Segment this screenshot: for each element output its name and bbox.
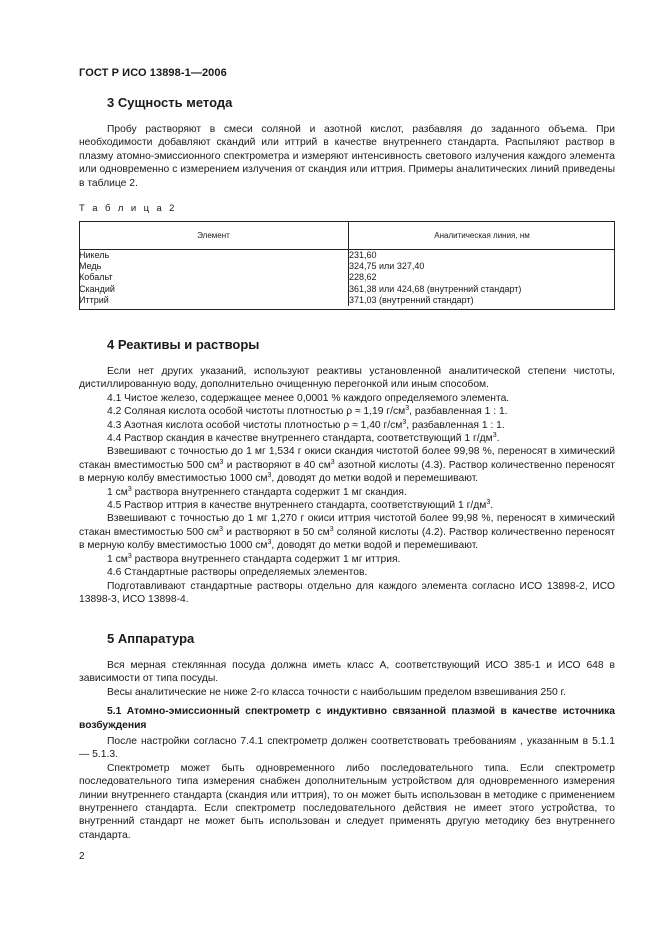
paragraph: 4.1 Чистое железо, содержащее менее 0,0001 % каждого определяемого элемента. [107,392,510,404]
document-header: ГОСТ Р ИСО 13898-1—2006 [79,67,227,79]
paragraph: 4.2 Соляная кислота особой чистоты плотностью ρ ≈ 1,19 $г/см^3$, разбавленная 1 : 1. [107,405,508,418]
table-cell: Кобальт [79,272,113,283]
table-cell: Иттрий [79,294,109,305]
subsection-5-1-title: 5.1 Атомно-эмиссионный спектрометр с индуктивно связанной плазмой в качестве источника возбуждения [79,706,615,731]
paragraph: 4.4 Раствор скандия в качестве внутреннего стандарта, соответствующий 1 $г/дм^3$. [107,432,500,445]
section-3-body [79,123,615,190]
table-cell: 361,38 или 424,68 (внутренний стандарт) [349,283,522,294]
paragraph: 4.6 Стандартные растворы определяемых элементов. [107,567,368,579]
paragraph: Взвешивают с точностью до 1 мг 1,270 г окиси иттрия чистотой более 99,98 %, переносят в химический стакан вместимостью 500 $см^3$ и растворяют в 50 $см^3$ соляной кислоты (4.2). Раствор количественно переносят в мерную колбу вместимостью 1000 $см^3$, доводят до метки водой и перемешивают. [79,513,615,552]
paragraph: Взвешивают с точностью до 1 мг 1,534 г окиси скандия чистотой более 99,98 %, переносят в химический стакан вместимостью 500 $см^3$ и растворяют в 40 $см^3$ азотной кислоты (4.3). Раствор количественно переносят в мерную колбу вместимостью 1000 $см^3$, доводят до метки водой и перемешивают. [79,446,615,485]
table-cell: 371,03 (внутренний стандарт) [349,294,474,305]
table-cell: 231,60 [349,250,377,260]
paragraph: Весы аналитические не ниже 2-го класса точности с наибольшим пределом взвешивания 250 г. [107,686,566,698]
paragraph: Если нет других указаний, используют реактивы установленной аналитической степени чистоты, дистиллированную воду, дополнительно очищенную перегонкой или иным способом. [79,366,615,391]
paragraph: Вся мерная стеклянная посуда должна иметь класс А, соответствующий ИСО 385-1 и ИСО 648 в зависимости от типа посуды. [79,660,615,685]
table-cell: Медь [79,261,102,272]
section-5-body [79,659,615,842]
table-column-lines [349,250,616,307]
paragraph: Подготавливают стандартные растворы отдельно для каждого элемента согласно ИСО 13898-2, ИСО 13898-3, ИСО 13898-4. [79,580,615,605]
table-cell: Скандий [79,283,115,294]
table-2 [79,221,615,306]
table-caption: Т а б л и ц а 2 [79,203,177,214]
table-cell: 228,62 [349,272,377,283]
table-column-elements [79,250,349,307]
section-4-body [79,365,615,606]
table-cell: 324,75 или 327,40 [349,261,425,272]
table-header-line: Аналитическая линия, нм [349,221,616,250]
paragraph: После настройки согласно 7.4.1 спектрометр должен соответствовать требованиям , указанным в 5.1.1 — 5.1.3. [79,736,615,761]
paragraph: Пробу растворяют в смеси соляной и азотной кислот, разбавляя до заданного объема. При необходимости добавляют скандий или иттрий в качестве внутреннего стандарта. Распыляют раствор в плазму атомно-эмиссионного спектрометра и измеряют интенсивность светового излучения каждого элемента или одновременно с измерением излучения от скандия или иттрия. Примеры аналитических линий приведены в таблице 2. [79,124,615,189]
paragraph: 4.3 Азотная кислота особой чистоты плотностью ρ ≈ 1,40 $г/см^3$, разбавленная 1 : 1. [107,418,505,431]
paragraph: 1 $см^3$ раствора внутреннего стандарта содержит 1 мг скандия. [107,485,407,498]
page-number: 2 [79,851,85,862]
section-4-title: 4 Реактивы и растворы [107,337,260,352]
table-cell: Никель [79,250,110,260]
section-5-title: 5 Аппаратура [107,631,195,646]
paragraph: Спектрометр может быть одновременного либо последовательного типа. Если спектрометр последовательного типа измерения снабжен дополнительным устройством для одновременного измерения линии внутреннего стандарта (скандия или иттрия), то он может быть использован в методике с применением внутреннего стандарта. Если спектрометр последовательного действия не имеет этого устройства, то внутренний стандарт не может быть использован и следует применять другую методику без внутреннего стандарта. [79,762,615,841]
paragraph: 4.5 Раствор иттрия в качестве внутреннего стандарта, соответствующий 1 $г/дм^3$. [107,499,494,512]
section-3-title: 3 Сущность метода [107,95,233,110]
table-header-element: Элемент [79,221,349,250]
paragraph: 1 $см^3$ раствора внутреннего стандарта содержит 1 мг иттрия. [107,552,401,565]
